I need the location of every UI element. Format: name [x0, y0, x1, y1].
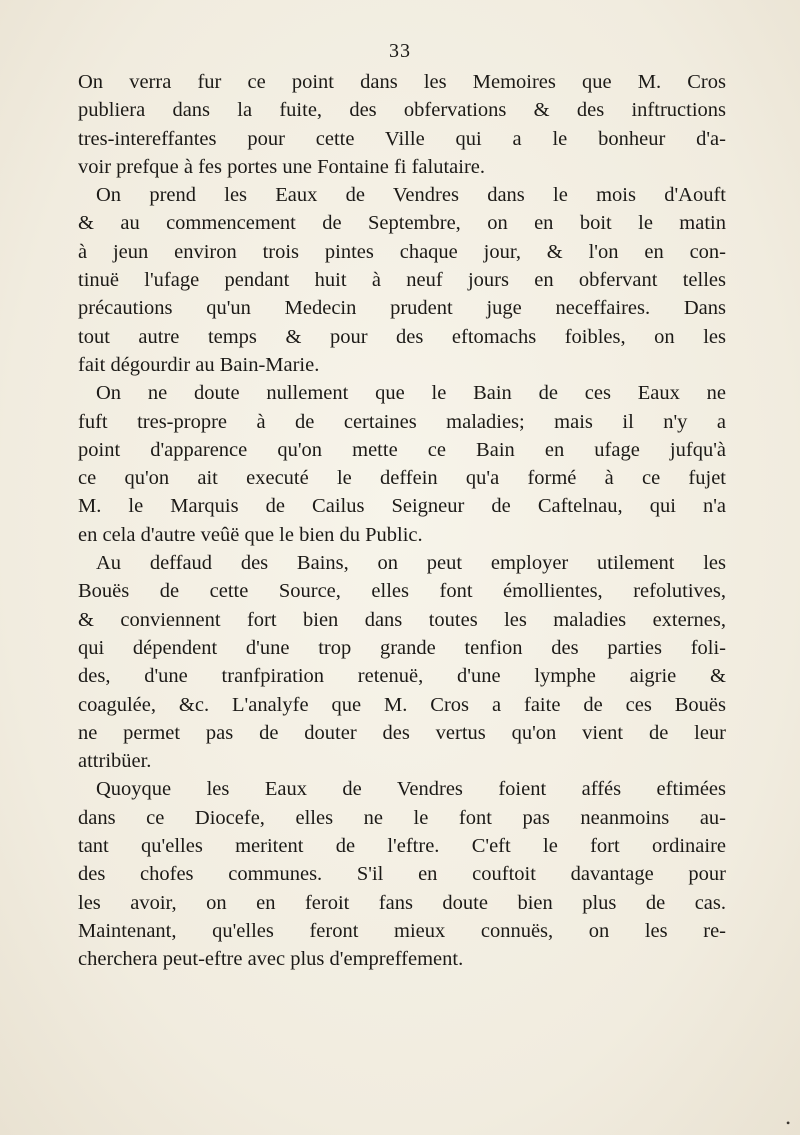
text-line: tinuë l'ufage pendant huit à neuf jours en obfervant telles [78, 269, 726, 292]
text-line: ce qu'on ait executé le deffein qu'a formé à ce fujet [78, 467, 726, 490]
text-line: les avoir, on en feroit fans doute bien plus de cas. [78, 891, 726, 914]
text-line: attribüer. [78, 750, 152, 773]
text-line: tout autre temps & pour des eftomachs foibles, on les [78, 325, 726, 348]
body-text [78, 68, 726, 974]
text-line: fuft tres-propre à de certaines maladies; mais il n'y a [78, 410, 726, 433]
text-line: & au commencement de Septembre, on en boit le matin [78, 212, 726, 235]
text-line: Quoyque les Eaux de Vendres foient affés eftimées [96, 778, 726, 801]
text-line: Au deffaud des Bains, on peut employer utilement les [96, 552, 726, 575]
text-line: Bouës de cette Source, elles font émollientes, refolutives, [78, 580, 726, 603]
text-line: qui dépendent d'une trop grande tenfion des parties foli- [78, 636, 726, 659]
text-line: précautions qu'un Medecin prudent juge neceffaires. Dans [78, 297, 726, 320]
text-line: tres-intereffantes pour cette Ville qui a le bonheur d'a- [78, 127, 726, 150]
text-line: tant qu'elles meritent de l'eftre. C'eft le fort ordinaire [78, 835, 726, 858]
text-line: On prend les Eaux de Vendres dans le mois d'Aouft [96, 184, 726, 207]
text-line: à jeun environ trois pintes chaque jour, & l'on en con- [78, 240, 726, 263]
text-line: Maintenant, qu'elles feront mieux connuës, on les re- [78, 919, 726, 942]
text-line: coagulée, &c. L'analyfe que M. Cros a faite de ces Bouës [78, 693, 726, 716]
bleed-through-mark: • [786, 1116, 791, 1130]
text-line: des, d'une tranfpiration retenuë, d'une lymphe aigrie & [78, 665, 726, 688]
text-line: en cela d'autre veûë que le bien du Public. [78, 523, 423, 546]
text-line: On ne doute nullement que le Bain de ces Eaux ne [96, 382, 726, 405]
text-line: On verra fur ce point dans les Memoires que M. Cros [78, 71, 726, 93]
text-line: des chofes communes. S'il en couftoit davantage pour [78, 863, 726, 886]
text-line: fait dégourdir au Bain-Marie. [78, 353, 320, 376]
text-line: & conviennent fort bien dans toutes les maladies externes, [78, 608, 726, 631]
text-line: M. le Marquis de Cailus Seigneur de Caftelnau, qui n'a [78, 495, 726, 518]
text-line: dans ce Diocefe, elles ne le font pas neanmoins au- [78, 806, 726, 829]
text-line: point d'apparence qu'on mette ce Bain en ufage jufqu'à [78, 438, 726, 461]
text-line: publiera dans la fuite, des obfervations & des inftructions [78, 99, 726, 122]
text-line: cherchera peut-eftre avec plus d'empreffement. [78, 948, 464, 971]
text-line: voir prefque à fes portes une Fontaine fi falutaire. [78, 155, 485, 178]
text-line: ne permet pas de douter des vertus qu'on vient de leur [78, 721, 726, 744]
page-number: 33 [389, 40, 411, 62]
